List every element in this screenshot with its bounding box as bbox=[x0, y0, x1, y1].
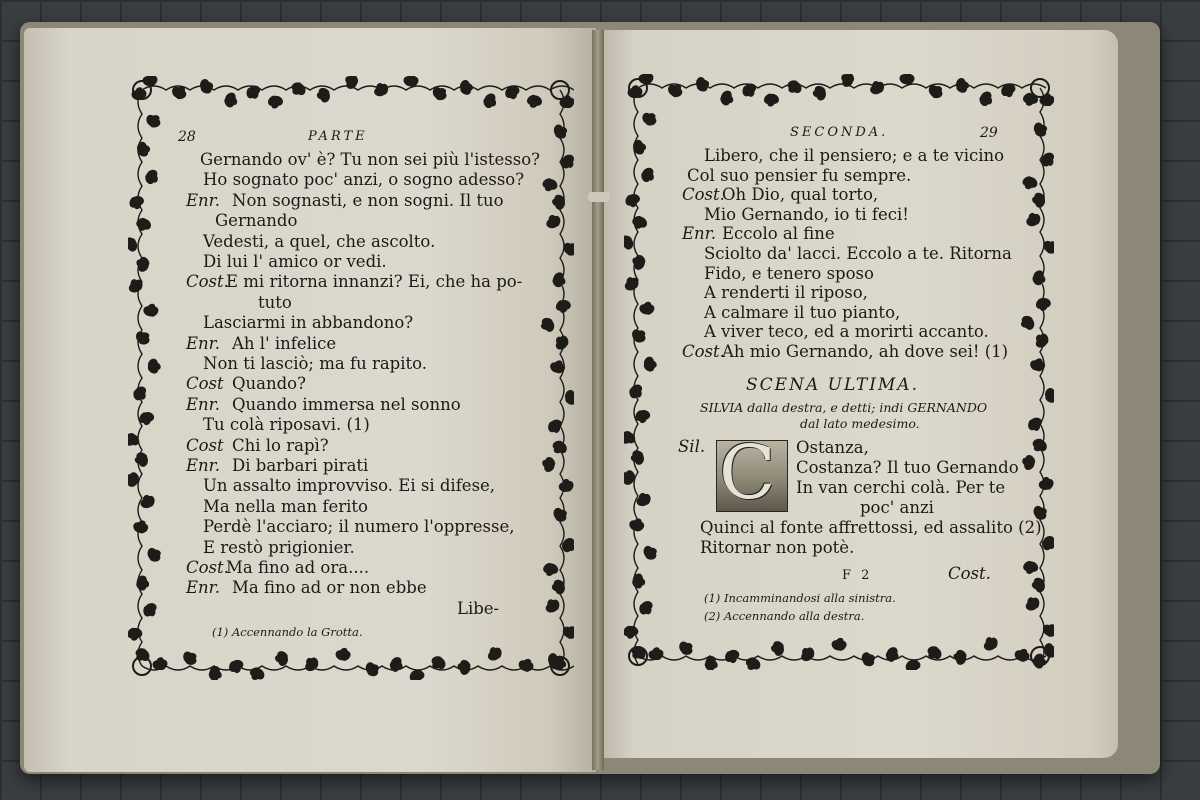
vine-leaf bbox=[559, 536, 574, 556]
vine-leaf bbox=[630, 253, 647, 271]
vine-leaf bbox=[134, 216, 153, 234]
vine-leaf bbox=[288, 80, 308, 100]
left-line-3: Gernando bbox=[215, 211, 298, 231]
right-line-0: Libero, che il pensiero; e a te vicino bbox=[704, 146, 1005, 165]
vine-leaf bbox=[552, 333, 571, 353]
vine-stem bbox=[142, 666, 574, 670]
vine-leaf bbox=[143, 167, 162, 187]
left-line-16: Un assalto improvviso. Ei si difese, bbox=[203, 476, 496, 496]
left-line-21: Ma fino ad or non ebbe bbox=[232, 578, 427, 598]
vine-leaf bbox=[694, 75, 710, 93]
left-speaker-12: Enr. bbox=[186, 394, 220, 414]
vine-leaf bbox=[546, 417, 565, 435]
left-speaker-11: Cost bbox=[186, 374, 224, 394]
vine-leaf bbox=[551, 505, 570, 524]
right-catchword: Cost. bbox=[948, 564, 991, 583]
scene-line-0: Ostanza, bbox=[796, 438, 869, 457]
scene-line-1: Costanza? Il tuo Gernando bbox=[796, 458, 1019, 477]
vine-leaf bbox=[145, 545, 164, 564]
signature-mark: F 2 bbox=[842, 568, 873, 583]
vine-leaf bbox=[723, 648, 742, 665]
vine-leaf bbox=[1044, 387, 1054, 403]
left-line-14: Chi lo rapì? bbox=[232, 435, 329, 455]
vine-leaf bbox=[784, 78, 804, 98]
vine-leaf bbox=[630, 214, 649, 232]
vine-leaf bbox=[1031, 269, 1048, 287]
vine-leaf bbox=[301, 654, 321, 674]
vine-leaf bbox=[133, 451, 149, 469]
vine-leaf bbox=[640, 109, 660, 128]
vine-leaf bbox=[541, 177, 560, 194]
left-line-20: Ma fino ad ora.... bbox=[226, 558, 370, 577]
left-footnote: (1) Accennando la Grotta. bbox=[212, 625, 363, 639]
vine-leaf bbox=[135, 575, 150, 592]
left-line-15: Di barbari pirati bbox=[232, 456, 369, 475]
vine-leaf bbox=[550, 438, 570, 457]
vine-leaf bbox=[838, 74, 856, 89]
vine-leaf bbox=[1018, 314, 1036, 333]
right-line-9: A viver teco, ed a morirti accanto. bbox=[704, 322, 989, 342]
vine-leaf bbox=[1026, 415, 1045, 433]
left-speaker-2: Enr. bbox=[186, 190, 220, 210]
vine-stem bbox=[638, 656, 1046, 660]
vine-leaf bbox=[860, 649, 878, 668]
vine-leaf bbox=[644, 357, 657, 372]
right-running-head: SECONDA. bbox=[790, 125, 889, 140]
left-line-8: Lasciarmi in abbandono? bbox=[203, 313, 414, 333]
vine-leaf bbox=[143, 302, 160, 317]
right-line-1: Col suo pensier fu sempre. bbox=[687, 165, 912, 185]
vine-leaf bbox=[1038, 476, 1054, 491]
vine-leaf bbox=[549, 358, 567, 375]
vine-leaf bbox=[1024, 210, 1043, 228]
vine-leaf bbox=[905, 659, 922, 670]
binding-thread bbox=[588, 192, 610, 202]
left-line-4: Vedesti, a quel, che ascolto. bbox=[203, 231, 436, 251]
vine-leaf bbox=[629, 326, 648, 346]
left-speaker-20: Cost. bbox=[186, 558, 229, 577]
vine-leaf bbox=[953, 649, 967, 665]
vine-leaf bbox=[981, 634, 1000, 653]
left-speaker-6: Cost. bbox=[186, 272, 229, 292]
right-line-6: Fido, e tenero sposo bbox=[704, 263, 874, 283]
vine-leaf bbox=[639, 300, 656, 315]
right-line-4: Eccolo al fine bbox=[722, 224, 835, 244]
stage-direction-1: SILVIA dalla destra, e detti; indi GERNANDO bbox=[700, 400, 988, 415]
vine-leaf bbox=[703, 655, 719, 670]
vine-leaf bbox=[457, 659, 471, 675]
left-line-13: Tu colà riposavi. (1) bbox=[203, 415, 370, 435]
stage-direction-2: dal lato medesimo. bbox=[800, 416, 920, 431]
vine-leaf bbox=[1032, 653, 1047, 670]
left-line-19: E restò prigionier. bbox=[203, 537, 355, 557]
vine-leaf bbox=[624, 192, 642, 208]
vine-leaf bbox=[198, 77, 214, 95]
vine-leaf bbox=[517, 656, 536, 673]
vine-leaf bbox=[316, 87, 331, 104]
vine-leaf bbox=[133, 328, 152, 348]
left-speaker-21: Enr. bbox=[186, 578, 220, 598]
vine-leaf bbox=[551, 271, 568, 289]
left-line-7: tuto bbox=[258, 292, 292, 312]
right-speaker-2: Cost. bbox=[682, 185, 725, 205]
left-running-head: PARTE bbox=[308, 129, 368, 144]
vine-leaf bbox=[552, 195, 565, 210]
vine-leaf bbox=[542, 596, 562, 615]
left-page-number: 28 bbox=[178, 129, 196, 145]
vine-leaf bbox=[1036, 298, 1052, 312]
vine-leaf bbox=[134, 255, 151, 273]
book-spine bbox=[592, 30, 604, 770]
scene-title: SCENA ULTIMA. bbox=[746, 375, 919, 395]
vine-leaf bbox=[540, 456, 556, 474]
left-speaker-14: Cost bbox=[186, 435, 224, 455]
vine-leaf bbox=[371, 80, 390, 98]
right-footnote-0: (1) Incamminandosi alla sinistra. bbox=[704, 591, 896, 605]
vine-leaf bbox=[1020, 454, 1036, 472]
vine-leaf bbox=[797, 644, 817, 664]
right-line-2: Oh Dio, qual torto, bbox=[722, 185, 879, 205]
right-line-8: A calmare il tuo pianto, bbox=[704, 302, 901, 322]
vine-leaf bbox=[181, 648, 200, 668]
left-line-17: Ma nella man ferito bbox=[203, 496, 368, 516]
vine-leaf bbox=[153, 657, 168, 670]
vine-leaf bbox=[223, 91, 240, 110]
vine-leaf bbox=[1022, 560, 1039, 576]
vine-leaf bbox=[649, 647, 664, 660]
vine-leaf bbox=[770, 641, 784, 657]
left-line-5: Di lui l' amico or vedi. bbox=[203, 252, 387, 271]
left-line-0: Gernando ov' è? Tu non sei più l'istesso? bbox=[200, 150, 540, 169]
vine-leaf bbox=[641, 543, 660, 562]
vine-leaf bbox=[141, 601, 161, 620]
vine-leaf bbox=[538, 316, 556, 335]
vine-leaf bbox=[629, 449, 645, 467]
vine-leaf bbox=[207, 665, 223, 680]
right-line-3: Mio Gernando, io ti feci! bbox=[704, 204, 909, 224]
vine-leaf bbox=[364, 659, 382, 678]
vine-leaf bbox=[558, 478, 574, 493]
vine-leaf bbox=[128, 276, 145, 295]
vine-leaf bbox=[1039, 534, 1054, 554]
vine-stem bbox=[560, 90, 564, 666]
vine-leaf bbox=[526, 94, 544, 110]
left-line-6: E mi ritorna innanzi? Ei, che ha po- bbox=[226, 272, 523, 292]
vine-leaf bbox=[637, 599, 657, 618]
right-line-10: Ah mio Gernando, ah dove sei! (1) bbox=[722, 342, 1009, 361]
left-speaker-15: Enr. bbox=[186, 456, 220, 475]
left-speaker-9: Enr. bbox=[186, 333, 220, 353]
vine-leaf bbox=[1022, 92, 1040, 108]
decorated-initial bbox=[716, 430, 788, 516]
vine-leaf bbox=[1030, 436, 1050, 455]
vine-leaf bbox=[144, 111, 164, 130]
vine-leaf bbox=[831, 636, 848, 651]
scene-line-2: In van cerchi colà. Per te bbox=[796, 478, 1006, 497]
scene-line-4: Quinci al fonte affrettossi, ed assalito (2) bbox=[700, 518, 1042, 537]
vine-leaf bbox=[719, 89, 736, 108]
vine-leaf bbox=[867, 78, 886, 96]
left-line-1: Ho sognato poc' anzi, o sogno adesso? bbox=[203, 170, 525, 190]
left-line-2: Non sognasti, e non sogni. Il tuo bbox=[232, 190, 504, 210]
vine-leaf bbox=[1022, 594, 1042, 613]
vine-leaf bbox=[459, 79, 473, 95]
vine-leaf bbox=[631, 573, 646, 590]
vine-leaf bbox=[1021, 175, 1040, 192]
vine-leaf bbox=[227, 658, 246, 675]
scene-line-3: poc' anzi bbox=[860, 498, 934, 517]
initial-letter: C bbox=[719, 430, 776, 516]
vine-leaf bbox=[409, 669, 426, 680]
vine-leaf bbox=[485, 644, 504, 663]
vine-leaf bbox=[1029, 356, 1047, 373]
vine-leaf bbox=[624, 274, 641, 293]
right-speaker-10: Cost. bbox=[682, 342, 725, 361]
vine-leaf bbox=[812, 85, 827, 102]
vine-leaf bbox=[677, 638, 696, 658]
right-page-number: 29 bbox=[980, 125, 998, 141]
vine-leaf bbox=[1032, 193, 1045, 208]
right-speaker-4: Enr. bbox=[682, 224, 716, 244]
vine-leaf bbox=[274, 651, 288, 667]
vine-leaf bbox=[267, 95, 283, 109]
right-line-5: Sciolto da' lacci. Eccolo a te. Ritorna bbox=[704, 244, 1012, 263]
vine-stem bbox=[1040, 88, 1044, 664]
left-line-10: Non ti lasciò; ma fu rapito. bbox=[203, 354, 428, 373]
left-line-18: Perdè l'acciaro; il numero l'oppresse, bbox=[203, 517, 515, 537]
vine-leaf bbox=[556, 300, 572, 314]
vine-leaf bbox=[1032, 331, 1051, 351]
vine-leaf bbox=[342, 76, 360, 91]
vine-leaf bbox=[544, 212, 563, 230]
vine-leaf bbox=[388, 655, 406, 674]
vine-leaf bbox=[1013, 646, 1032, 663]
vine-leaf bbox=[128, 194, 146, 210]
vine-leaf bbox=[552, 122, 570, 141]
vine-leaf bbox=[1032, 120, 1050, 139]
vine-leaf bbox=[335, 646, 352, 661]
vine-leaf bbox=[763, 93, 779, 107]
left-line-9: Ah l' infelice bbox=[232, 333, 337, 353]
vine-leaf bbox=[977, 89, 996, 108]
vine-leaf bbox=[542, 562, 559, 578]
vine-leaf bbox=[564, 389, 574, 405]
scene-line-5: Ritornar non potè. bbox=[700, 538, 855, 557]
right-footnote-1: (2) Accennando alla destra. bbox=[704, 609, 865, 623]
vine-leaf bbox=[884, 645, 902, 664]
vine-leaf bbox=[955, 77, 969, 93]
left-catchword: Libe- bbox=[457, 599, 500, 618]
speaker-silvia: Sil. bbox=[678, 437, 706, 456]
vine-leaf bbox=[148, 359, 161, 374]
left-line-11: Quando? bbox=[232, 374, 306, 394]
right-line-7: A renderti il riposo, bbox=[704, 283, 868, 303]
vine-leaf bbox=[481, 91, 500, 110]
vine-leaf bbox=[639, 165, 658, 185]
left-line-12: Quando immersa nel sonno bbox=[232, 394, 461, 414]
